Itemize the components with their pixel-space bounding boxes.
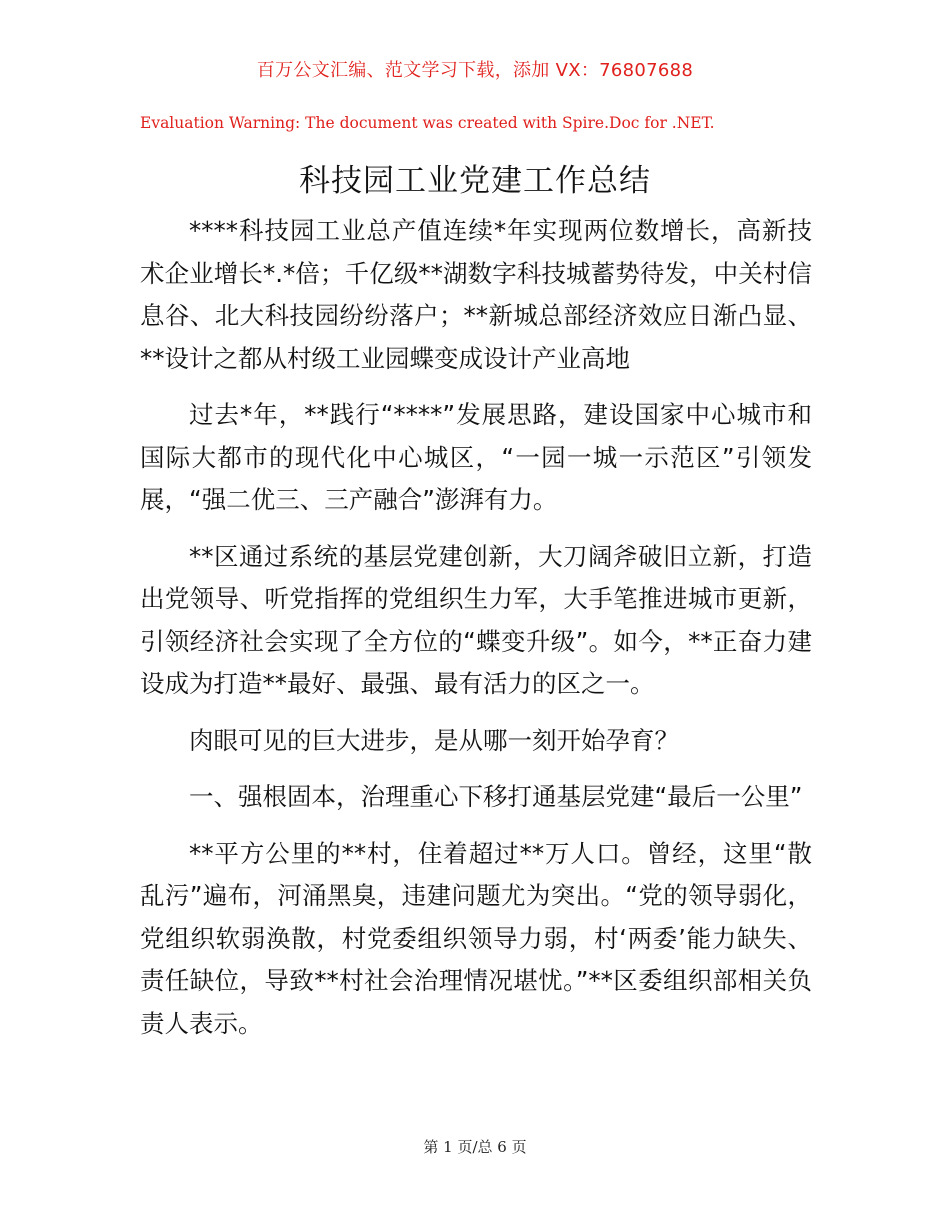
paragraph: 过去*年，**践行“****”发展思路，建设国家中心城市和国际大都市的现代化中心城区，“一园一城一示范区”引领发展，“强二优三、三产融合”澎湃有力。: [140, 400, 812, 514]
paragraph: 肉眼可见的巨大进步，是从哪一刻开始孕育？: [189, 725, 679, 755]
document-body: [140, 210, 812, 1059]
paragraph: **区通过系统的基层党建创新，大刀阔斧破旧立新，打造出党领导、听党指挥的党组织生力军，大手笔推进城市更新，引领经济社会实现了全方位的“蝶变升级”。如今，**正奋力建设成为打造**最好、最强、最有活力的区之一。: [140, 541, 812, 698]
section-heading: 一、强根固本，治理重心下移打通基层党建“最后一公里”: [189, 782, 803, 811]
page-footer: 第 1 页/总 6 页: [423, 1138, 527, 1156]
evaluation-warning: Evaluation Warning: The document was created with Spire.Doc for .NET.: [140, 114, 715, 132]
promo-banner: 百万公文汇编、范文学习下载，添加 VX：76807688: [256, 60, 694, 81]
document-title: 科技园工业党建工作总结: [299, 163, 651, 199]
paragraph: ****科技园工业总产值连续*年实现两位数增长，高新技术企业增长*.*倍；千亿级**湖数字科技城蓄势待发，中关村信息谷、北大科技园纷纷落户；**新城总部经济效应日渐凸显、**设计之都从村级工业园蝶变成设计产业高地: [140, 216, 812, 373]
paragraph: **平方公里的**村，住着超过**万人口。曾经，这里“散乱污”遍布，河涌黑臭，违建问题尤为突出。“党的领导弱化，党组织软弱涣散，村党委组织领导力弱，村‘两委’能力缺失、责任缺位，导致**村社会治理情况堪忧。”**区委组织部相关负责人表示。: [140, 838, 812, 1038]
